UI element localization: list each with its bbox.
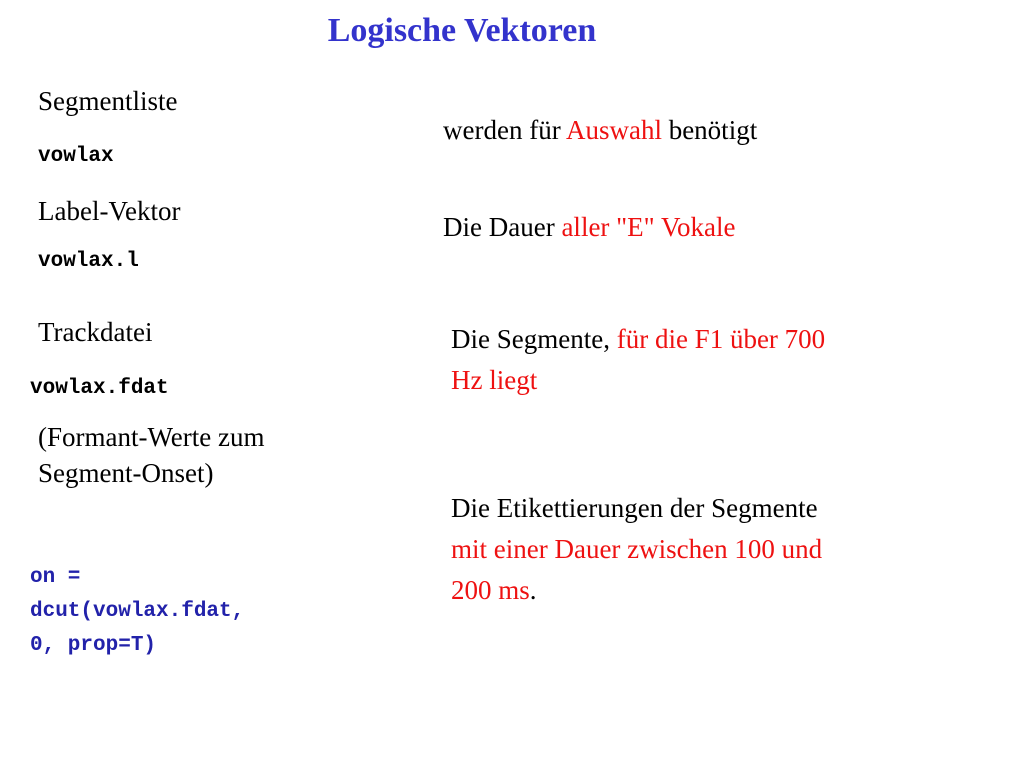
dcut-code-line2: dcut(vowlax.fdat, [30, 600, 245, 623]
labelvektor-label: Label-Vektor [38, 196, 181, 226]
labels-text-period: . [529, 575, 537, 605]
right-text-segments [451, 319, 825, 401]
segments-text-highlight: für die F1 über 700 [616, 324, 826, 354]
labels-text-line1: Die Etikettierungen der Segmente [451, 493, 818, 523]
trackdatei-note-line1: (Formant-Werte zum [38, 422, 265, 452]
right-text-duration [443, 207, 735, 248]
labelvektor-code: vowlax.l [38, 250, 139, 273]
segmentliste-label: Segmentliste [38, 86, 178, 116]
labels-text-line2: mit einer Dauer zwischen 100 und [451, 534, 823, 564]
selection-text-c: benötigt [661, 115, 758, 145]
segmentliste-code: vowlax [38, 145, 114, 168]
dcut-code-line1: on = [30, 566, 81, 589]
selection-text-a: werden für [443, 115, 566, 145]
slide-title: Logische Vektoren [327, 12, 597, 49]
segments-text-line2: Hz liegt [451, 365, 538, 395]
trackdatei-label: Trackdatei [38, 317, 153, 347]
trackdatei-code: vowlax.fdat [30, 377, 169, 400]
segments-text-a: Die Segmente, [451, 324, 617, 354]
labels-text-line3: 200 ms [451, 575, 530, 605]
duration-text-a: Die Dauer [443, 212, 562, 242]
right-text-labels [451, 488, 822, 611]
right-text-selection [443, 110, 757, 151]
dcut-code-block [30, 561, 244, 663]
dcut-code-line3: 0, prop=T) [30, 634, 157, 657]
duration-text-highlight: aller "E" Vokale [561, 212, 736, 242]
selection-text-highlight: Auswahl [565, 115, 662, 145]
trackdatei-note [38, 419, 265, 491]
trackdatei-note-line2: Segment-Onset) [38, 458, 214, 488]
